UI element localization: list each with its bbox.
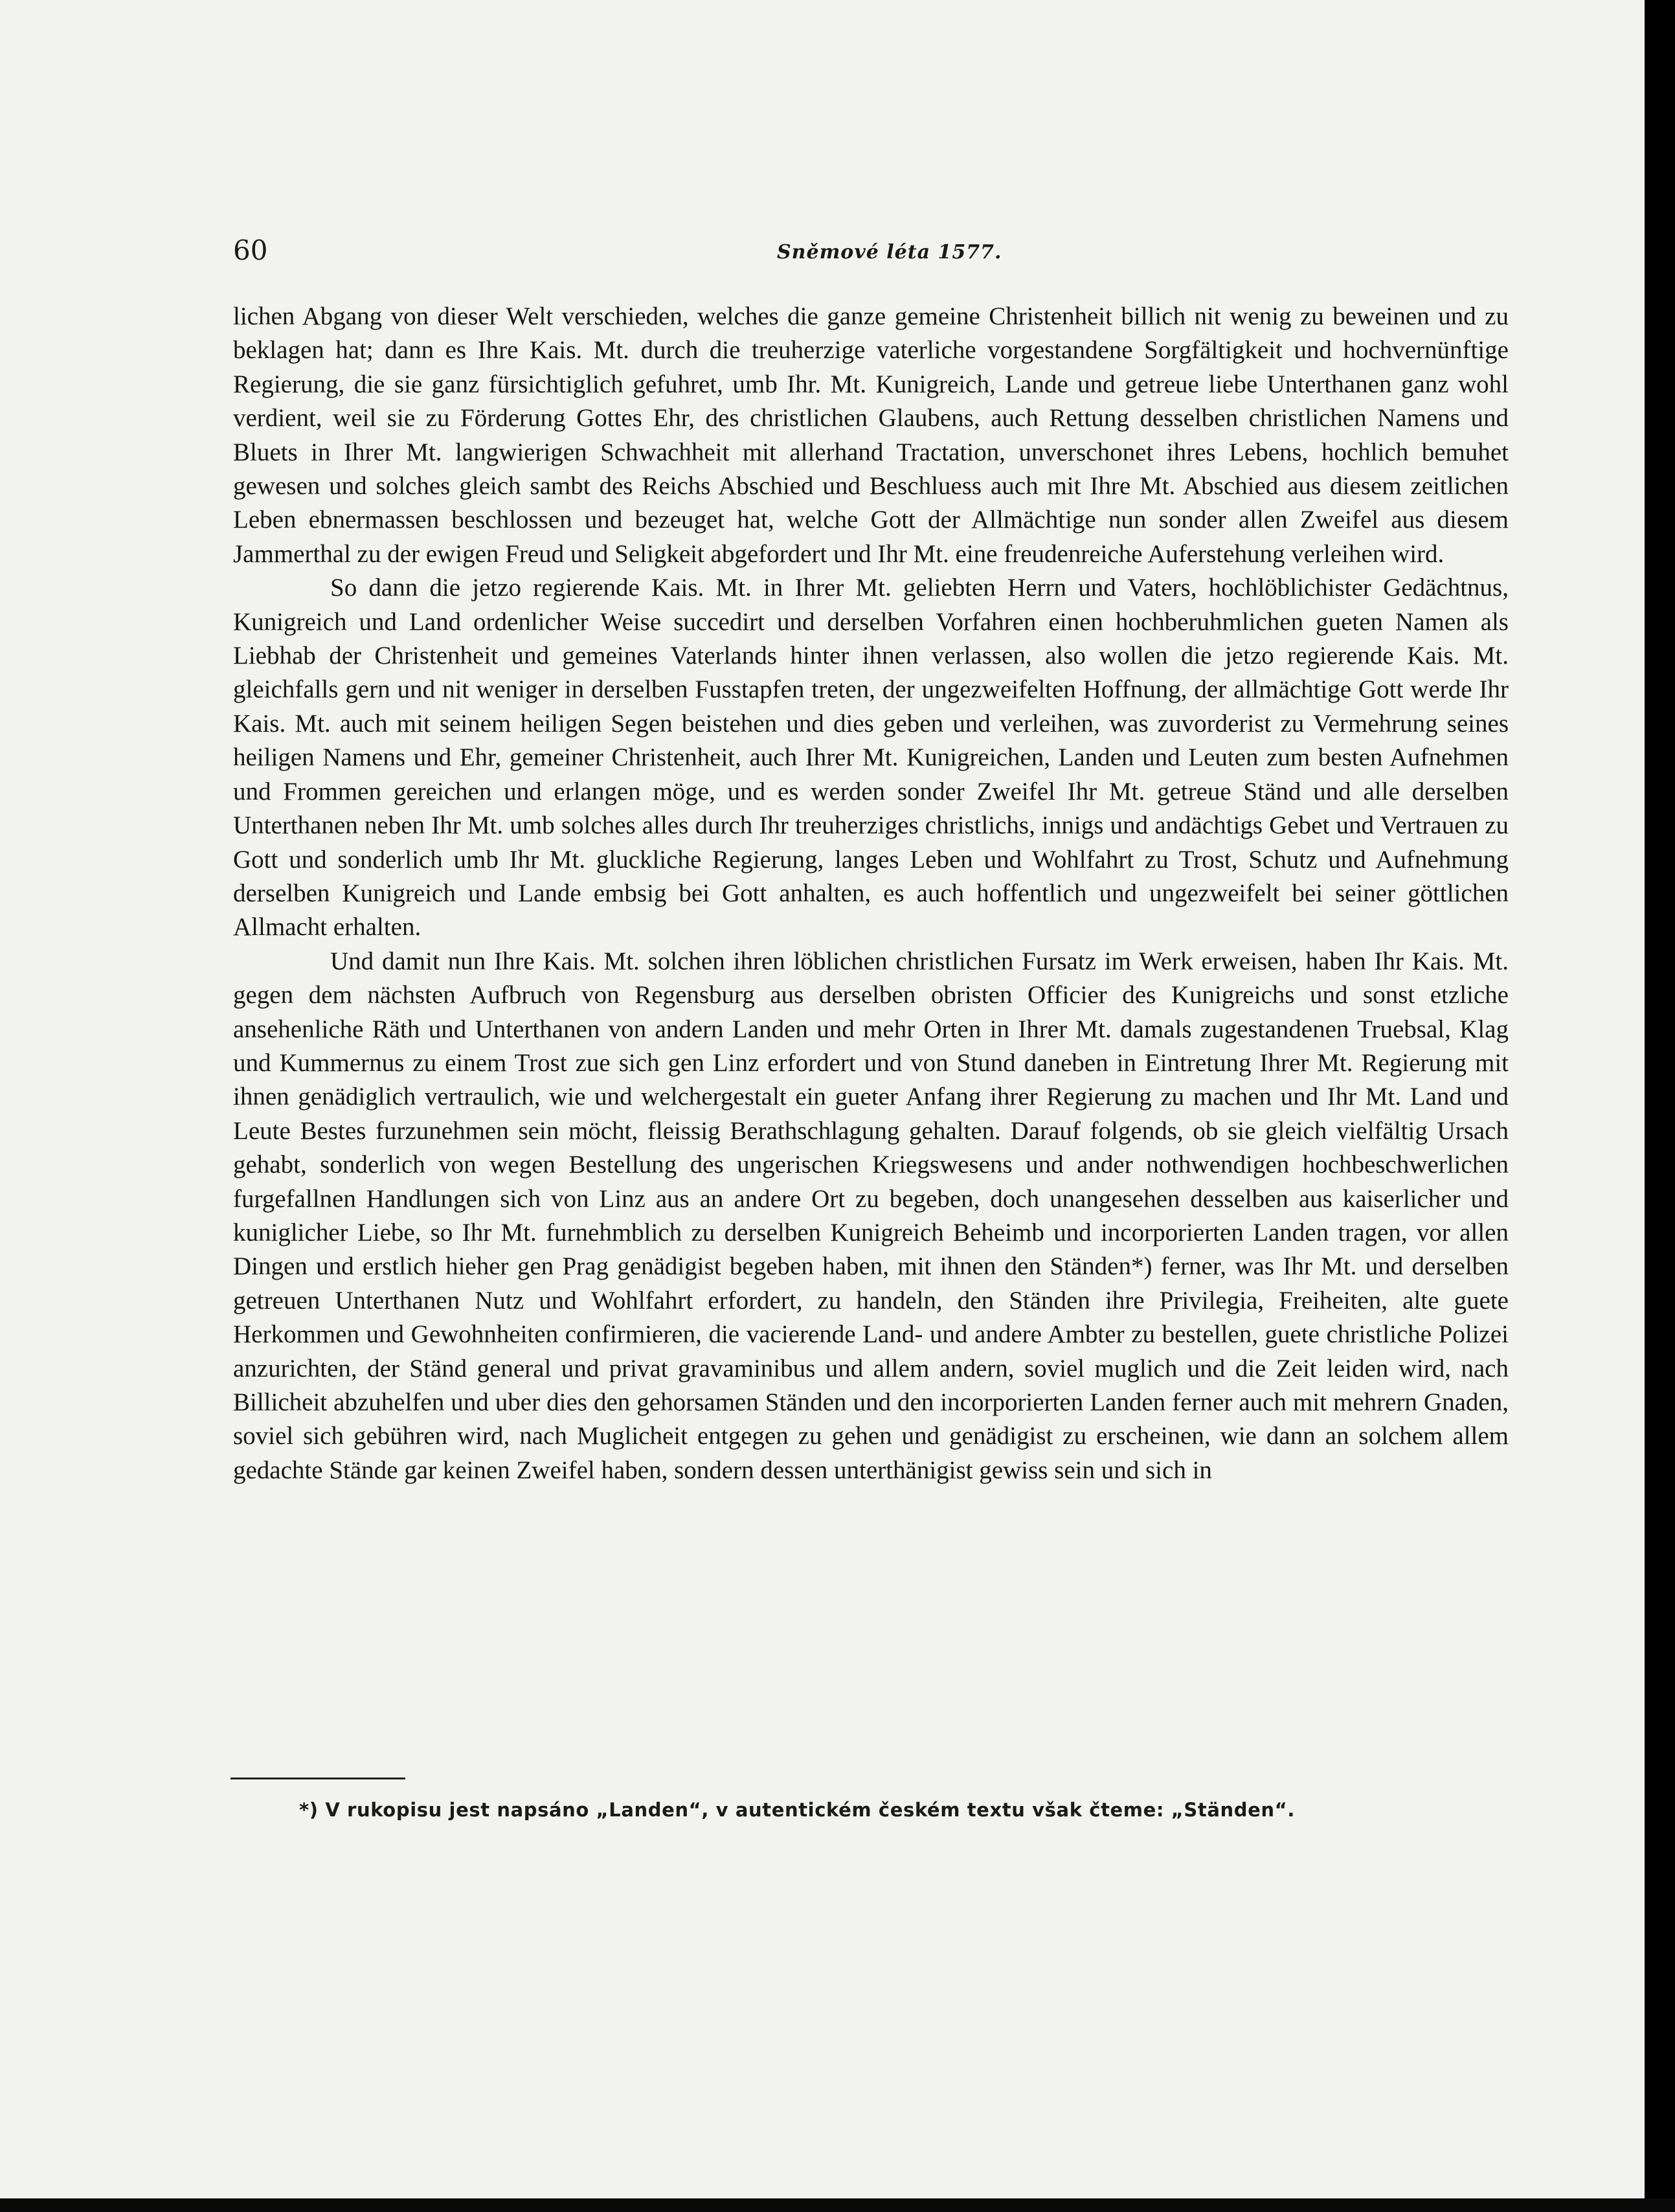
page-number: 60 (233, 234, 268, 266)
paragraph-continuation: lichen Abgang von dieser Welt verschieden, welches die ganze gemeine Christenheit billich nit wenig zu beweinen und zu beklagen hat; dann es Ihre Kais. Mt. durch die treuherzige vaterliche vorgestandene Sorgfältigkeit und hochvernünftige Regierung, die sie ganz fürsichtiglich gefuhret, umb Ihr. Mt. Kunigreich, Lande und getreue liebe Unterthanen ganz wohl verdient, weil sie zu Förderung Gottes Ehr, des christlichen Glaubens, auch Rettung desselben christlichen Namens und Bluets in Ihrer Mt. langwierigen Schwachheit mit allerhand Tractation, unverschonet ihres Lebens, hochlich bemuhet gewesen und solches gleich sambt des Reichs Abschied und Beschluess auch mit Ihre Mt. Abschied aus diesem zeitlichen Leben ebnermassen beschlossen und bezeuget hat, welche Gott der Allmächtige nun sonder allen Zweifel aus diesem Jammerthal zu der ewigen Freud und Seligkeit abgefordert und Ihr Mt. eine freudenreiche Auferstehung verleihen wird. (233, 302, 1509, 568)
scan-border (0, 2198, 1675, 2212)
paragraph: Und damit nun Ihre Kais. Mt. solchen ihren löblichen christlichen Fursatz im Werk erweisen, haben Ihr Kais. Mt. gegen dem nächsten Aufbruch von Regensburg aus derselben obristen Officier des Kunigreichs und sonst etzliche ansehenliche Räth und Unterthanen von andern Landen und mehr Orten in Ihrer Mt. damals zugestandenen Truebsal, Klag und Kummernus zu einem Trost zue sich gen Linz erfordert und von Stund daneben in Eintretung Ihrer Mt. Regierung mit ihnen genädiglich vertraulich, wie und welchergestalt ein gueter Anfang ihrer Regierung zu machen und Ihr Mt. Land und Leute Bestes furzunehmen sein möcht, fleissig Berathschlagung gehalten. Darauf folgends, ob sie gleich vielfältig Ursach gehabt, sonderlich von wegen Bestellung des ungerischen Kriegswesens und ander nothwendigen hochbeschwerlichen furgefallnen Handlungen sich von Linz aus an andere Ort zu begeben, doch unangesehen desselben aus kaiserlicher und kuniglicher Liebe, so Ihr Mt. furnehmblich zu derselben Kunigreich Beheimb und incorporierten Landen tragen, vor allen Dingen und erstlich hieher gen Prag genädigist begeben haben, mit ihnen den Ständen*) ferner, was Ihr Mt. und derselben getreuen Unterthanen Nutz und Wohlfahrt erfordert, zu handeln, den Ständen ihre Privilegia, Freiheiten, alte guete Herkommen und Gewohnheiten confirmieren, die vacierende Land- und andere Ambter zu bestellen, guete christliche Polizei anzurichten, der Ständ general und privat gravaminibus und allem andern, soviel muglich und die Zeit leiden wird, nach Billicheit abzuhelfen und uber dies den gehorsamen Ständen und den incorporierten Landen ferner auch mit mehrern Gnaden, soviel sich gebühren wird, nach Muglicheit entgegen zu gehen und genädigist zu erscheinen, wie dann an solchem allem gedachte Stände gar keinen Zweifel haben, sondern dessen unterthänigist gewiss sein und sich in (233, 947, 1509, 1484)
footnote-divider (230, 1778, 405, 1779)
running-title: Sněmové léta 1577. (777, 241, 1002, 264)
running-head (233, 234, 1463, 273)
footnote: *) V rukopisu jest napsáno „Landen“, v autentickém českém textu však čteme: „Ständen“. (299, 1799, 1295, 1821)
body-text (233, 300, 1509, 1487)
paragraph: So dann die jetzo regierende Kais. Mt. in Ihrer Mt. geliebten Herrn und Vaters, hochlöblichister Gedächtnus, Kunigreich und Land ordenlicher Weise succedirt und derselben Vorfahren einen hochberuhmlichen gueten Namen als Liebhab der Christenheit und gemeines Vaterlands hinter ihnen verlassen, also wollen die jetzo regierende Kais. Mt. gleichfalls gern und nit weniger in derselben Fusstapfen treten, der ungezweifelten Hoffnung, der allmächtige Gott werde Ihr Kais. Mt. auch mit seinem heiligen Segen beistehen und dies geben und verleihen, was zuvorderist zu Vermehrung seines heiligen Namens und Ehr, gemeiner Christenheit, auch Ihrer Mt. Kunigreichen, Landen und Leuten zum besten Aufnehmen und Frommen gereichen und erlangen möge, und es werden sonder Zweifel Ihr Mt. getreue Ständ und alle derselben Unterthanen neben Ihr Mt. umb solches alles durch Ihr treuherziges christlichs, innigs und andächtigs Gebet und Vertrauen zu Gott und sonderlich umb Ihr Mt. gluckliche Regierung, langes Leben und Wohlfahrt zu Trost, Schutz und Aufnehmung derselben Kunigreich und Lande embsig bei Gott anhalten, es auch hoffentlich und ungezweifelt bei seiner göttlichen Allmacht erhalten. (233, 574, 1509, 942)
